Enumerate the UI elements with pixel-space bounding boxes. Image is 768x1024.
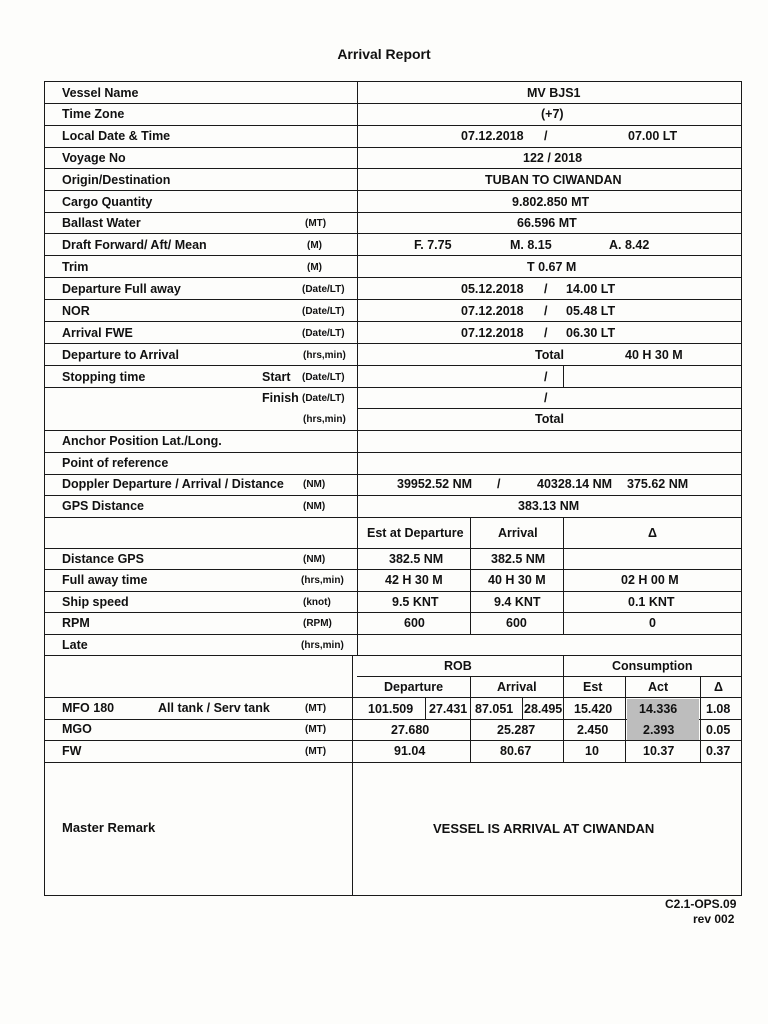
nor-unit: (Date/LT) [302,306,345,317]
ship-speed-unit: (knot) [303,597,331,608]
fw-est: 10 [585,744,599,758]
mgo-act: 2.393 [643,723,675,737]
stopping-finish-unit: (Date/LT) [302,393,345,404]
stopping-start-unit: (Date/LT) [302,372,345,383]
arrival-fwe-label: Arrival FWE [62,326,133,340]
consumption-est-header: Est [583,680,603,694]
late-unit: (hrs,min) [301,640,344,651]
rob-departure-header: Departure [384,680,444,694]
doppler-unit: (NM) [303,479,326,490]
cargo-quantity-value: 9.802.850 MT [512,195,590,209]
nor-label: NOR [62,304,90,318]
departure-full-away-label: Departure Full away [62,282,181,296]
vessel-name-label: Vessel Name [62,86,139,100]
draft-label: Draft Forward/ Aft/ Mean [62,238,207,252]
arrival-header: Arrival [498,526,538,540]
mfo-arr-serv: 28.495 [524,702,563,716]
rpm-label: RPM [62,616,90,630]
origin-destination-value: TUBAN TO CIWANDAN [485,173,622,187]
departure-to-arrival-label: Departure to Arrival [62,348,179,362]
form-revision: rev 002 [693,912,735,926]
mfo-dep-all: 101.509 [368,702,414,716]
gps-distance-value: 383.13 NM [518,499,580,513]
full-away-time-label: Full away time [62,573,148,587]
nor-sep: / [544,304,548,318]
mfo-dep-serv: 27.431 [429,702,468,716]
late-label: Late [62,638,88,652]
rob-header: ROB [444,659,472,673]
fw-act: 10.37 [643,744,675,758]
time-zone-value: (+7) [541,107,564,121]
mgo-departure: 27.680 [391,723,430,737]
anchor-position-label: Anchor Position Lat./Long. [62,434,222,448]
gps-distance-unit: (NM) [303,501,326,512]
consumption-header: Consumption [612,659,693,673]
stopping-total-label: Total [535,412,564,426]
consumption-act-header: Act [648,680,669,694]
distance-gps-label: Distance GPS [62,552,144,566]
report-title: Arrival Report [337,46,431,62]
stopping-time-label: Stopping time [62,370,146,384]
rpm-arrival: 600 [506,616,527,630]
doppler-label: Doppler Departure / Arrival / Distance [62,477,284,491]
cargo-quantity-label: Cargo Quantity [62,195,153,209]
nor-time: 05.48 LT [566,304,616,318]
consumption-delta-header: Δ [714,680,723,694]
delta-header: Δ [648,526,657,540]
stopping-finish-label: Finish [262,391,299,405]
ship-speed-est: 9.5 KNT [392,595,439,609]
departure-full-away-unit: (Date/LT) [302,284,345,295]
nor-date: 07.12.2018 [461,304,524,318]
ballast-water-unit: (MT) [305,218,327,229]
trim-unit: (M) [307,262,322,273]
point-of-reference-label: Point of reference [62,456,169,470]
local-date-time-label: Local Date & Time [62,129,171,143]
stopping-start-sep: / [544,370,548,384]
arrival-fwe-date: 07.12.2018 [461,326,524,340]
distance-gps-arrival: 382.5 NM [491,552,546,566]
departure-to-arrival-total-label: Total [535,348,564,362]
distance-gps-est: 382.5 NM [389,552,444,566]
mfo-unit: (MT) [305,703,327,714]
mfo-label: MFO 180 [62,701,115,715]
draft-mean: M. 8.15 [510,238,552,252]
fw-arrival: 80.67 [500,744,532,758]
departure-full-away-time: 14.00 LT [566,282,616,296]
ballast-water-value: 66.596 MT [517,216,577,230]
mgo-label: MGO [62,722,92,736]
master-remark-value: VESSEL IS ARRIVAL AT CIWANDAN [433,821,655,836]
ship-speed-label: Ship speed [62,595,129,609]
mfo-est: 15.420 [574,702,613,716]
arrival-fwe-sep: / [544,326,548,340]
stopping-duration-unit: (hrs,min) [303,414,346,425]
arrival-fwe-time: 06.30 LT [566,326,616,340]
draft-unit: (M) [307,240,322,251]
departure-to-arrival-value: 40 H 30 M [625,348,683,362]
origin-destination-label: Origin/Destination [62,173,171,187]
mfo-sub-label: All tank / Serv tank [158,701,270,715]
mfo-delta: 1.08 [706,702,731,716]
stopping-start-label: Start [262,370,291,384]
full-away-time-delta: 02 H 00 M [621,573,679,587]
ballast-water-label: Ballast Water [62,216,141,230]
departure-full-away-date: 05.12.2018 [461,282,524,296]
fw-departure: 91.04 [394,744,426,758]
vessel-name-value: MV BJS1 [527,86,581,100]
gps-distance-label: GPS Distance [62,499,144,513]
full-away-time-arrival: 40 H 30 M [488,573,546,587]
mfo-act: 14.336 [639,702,678,716]
est-departure-header: Est at Departure [367,526,464,540]
rpm-unit: (RPM) [303,618,332,629]
doppler-distance: 375.62 NM [627,477,689,491]
distance-gps-unit: (NM) [303,554,326,565]
local-date-separator: / [544,129,548,143]
stopping-finish-sep: / [544,391,548,405]
mgo-unit: (MT) [305,724,327,735]
departure-full-away-sep: / [544,282,548,296]
doppler-departure: 39952.52 NM [397,477,473,491]
fw-unit: (MT) [305,746,327,757]
rpm-delta: 0 [649,616,656,630]
voyage-no-value: 122 / 2018 [523,151,583,165]
local-date-value: 07.12.2018 [461,129,524,143]
form-code: C2.1-OPS.09 [665,897,737,911]
rpm-est: 600 [404,616,425,630]
full-away-time-unit: (hrs,min) [301,575,344,586]
draft-forward: F. 7.75 [414,238,452,252]
mgo-delta: 0.05 [706,723,731,737]
mfo-arr-all: 87.051 [475,702,514,716]
ship-speed-delta: 0.1 KNT [628,595,675,609]
fw-delta: 0.37 [706,744,731,758]
departure-to-arrival-unit: (hrs,min) [303,350,346,361]
doppler-sep: / [497,477,501,491]
master-remark-label: Master Remark [62,820,156,835]
trim-label: Trim [62,260,89,274]
time-zone-label: Time Zone [62,107,125,121]
draft-aft: A. 8.42 [609,238,650,252]
full-away-time-est: 42 H 30 M [385,573,443,587]
fw-label: FW [62,744,82,758]
ship-speed-arrival: 9.4 KNT [494,595,541,609]
local-time-value: 07.00 LT [628,129,678,143]
mgo-arrival: 25.287 [497,723,536,737]
arrival-fwe-unit: (Date/LT) [302,328,345,339]
rob-arrival-header: Arrival [497,680,537,694]
trim-value: T 0.67 M [527,260,577,274]
voyage-no-label: Voyage No [62,151,126,165]
mgo-est: 2.450 [577,723,609,737]
doppler-arrival: 40328.14 NM [537,477,613,491]
